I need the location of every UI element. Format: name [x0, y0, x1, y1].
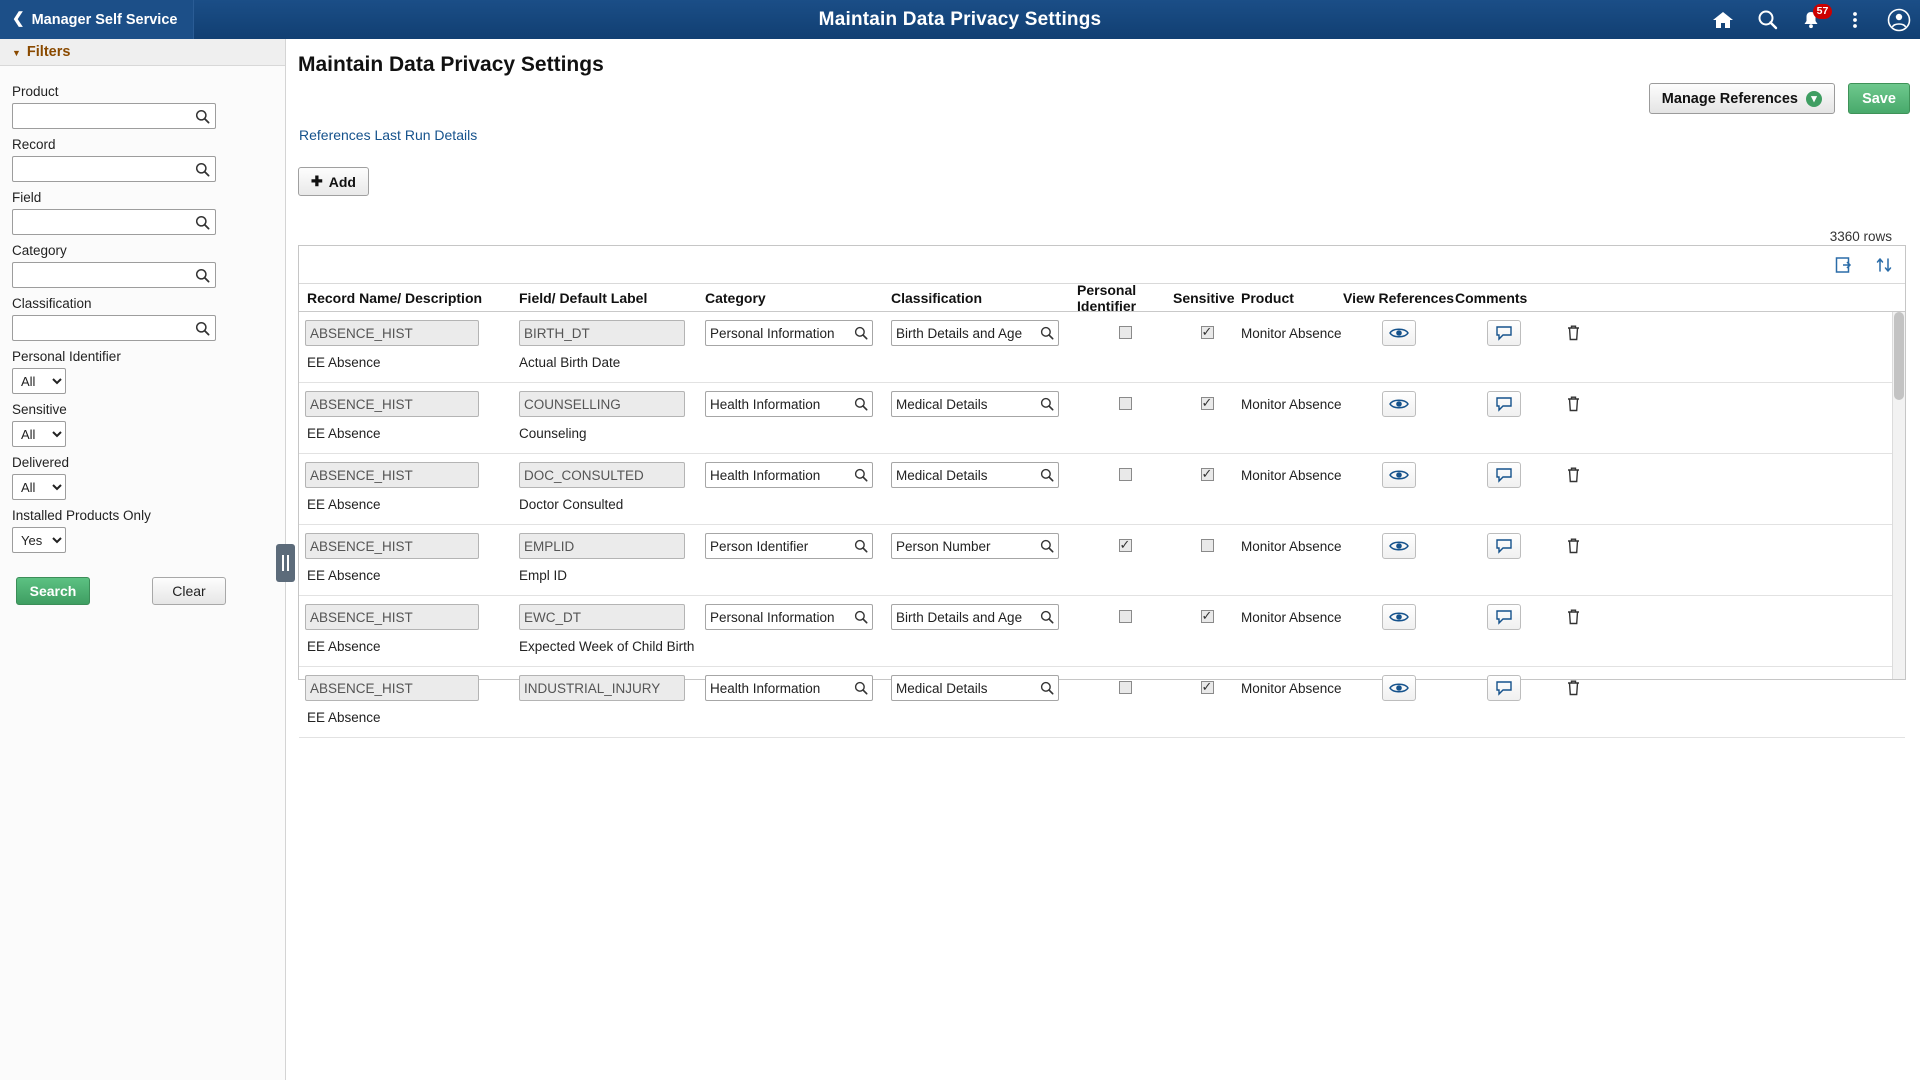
field-name-input	[519, 462, 685, 488]
view-references-eye-icon[interactable]	[1382, 391, 1416, 417]
table-row	[299, 596, 1905, 667]
category-lookup-icon[interactable]	[852, 324, 870, 342]
more-actions-icon[interactable]	[1842, 7, 1868, 33]
category-lookup[interactable]	[705, 320, 873, 346]
table-row	[299, 312, 1905, 383]
classification-lookup-icon[interactable]	[193, 319, 211, 337]
comments-cell	[1455, 604, 1553, 630]
category-filter-field[interactable]	[12, 262, 216, 288]
view-references-eye-icon[interactable]	[1382, 320, 1416, 346]
grid-scrollbar-thumb[interactable]	[1894, 312, 1904, 400]
category-input[interactable]	[705, 675, 873, 701]
profile-icon[interactable]	[1886, 7, 1912, 33]
field-filter-field[interactable]	[12, 209, 216, 235]
classification-lookup-icon[interactable]	[1038, 608, 1056, 626]
field-name-cell	[519, 533, 705, 559]
classification-input[interactable]	[891, 320, 1059, 346]
table-row-descriptions	[305, 567, 1905, 583]
classification-filter-label: Classification	[12, 296, 92, 311]
classification-lookup-icon[interactable]	[1038, 324, 1056, 342]
field-name-cell	[519, 604, 705, 630]
product-cell: Monitor Absence	[1241, 538, 1342, 554]
delete-row-trash-icon[interactable]	[1562, 533, 1584, 557]
record-name-input	[305, 391, 479, 417]
record-filter-field[interactable]	[12, 156, 216, 182]
classification-cell	[891, 391, 1077, 417]
personal-identifier-cell	[1077, 679, 1173, 697]
column-header-classification[interactable]: Classification	[891, 289, 983, 306]
category-lookup[interactable]	[705, 391, 873, 417]
sensitive-checkbox[interactable]	[1201, 397, 1214, 410]
classification-lookup[interactable]	[891, 320, 1059, 346]
grid-header-row	[299, 281, 1905, 314]
personal-identifier-cell	[1077, 608, 1173, 626]
personal-identifier-checkbox[interactable]	[1119, 681, 1132, 694]
comments-cell	[1455, 462, 1553, 488]
table-row-controls	[305, 525, 1905, 567]
table-row-descriptions	[305, 425, 1905, 441]
field-name-input	[519, 675, 685, 701]
classification-lookup[interactable]	[891, 462, 1059, 488]
classification-filter-input[interactable]	[13, 316, 215, 340]
view-references-cell	[1343, 604, 1455, 630]
record-name-cell	[305, 533, 519, 559]
table-row-descriptions	[305, 496, 1905, 512]
product-filter-input[interactable]	[13, 104, 215, 128]
sensitive-cell	[1173, 537, 1241, 555]
chevron-left-icon: ❮	[12, 10, 25, 27]
record-name-cell	[305, 320, 519, 346]
category-lookup-icon[interactable]	[852, 679, 870, 697]
record-description: EE Absence	[307, 568, 381, 583]
field-name-cell	[519, 391, 705, 417]
category-cell	[705, 675, 891, 701]
view-references-cell	[1343, 320, 1455, 346]
content-area	[0, 39, 1920, 1080]
comment-bubble-icon[interactable]	[1487, 675, 1521, 701]
record-name-cell	[305, 604, 519, 630]
category-lookup[interactable]	[705, 533, 873, 559]
classification-lookup[interactable]	[891, 533, 1059, 559]
installed-products-only-filter-label: Installed Products Only	[12, 508, 151, 523]
product-filter-field[interactable]	[12, 103, 216, 129]
home-icon[interactable]	[1710, 7, 1736, 33]
table-row-controls	[305, 383, 1905, 425]
category-lookup[interactable]	[705, 604, 873, 630]
field-default-label: Counseling	[519, 426, 587, 441]
classification-lookup[interactable]	[891, 604, 1059, 630]
view-references-cell	[1343, 391, 1455, 417]
filters-title: Filters	[26, 44, 71, 60]
field-name-input	[519, 391, 685, 417]
classification-filter-field[interactable]	[12, 315, 216, 341]
sensitive-cell	[1173, 395, 1241, 413]
filters-sidebar	[0, 39, 286, 1080]
record-description: EE Absence	[307, 497, 381, 512]
save-button[interactable]: Save	[1848, 83, 1910, 114]
comments-cell	[1455, 391, 1553, 417]
personal-identifier-filter-select[interactable]	[12, 368, 66, 394]
table-row-descriptions	[305, 638, 1905, 654]
filters-body	[0, 66, 285, 605]
field-lookup-icon[interactable]	[193, 213, 211, 231]
table-row	[299, 454, 1905, 525]
delete-row-trash-icon[interactable]	[1562, 462, 1584, 486]
sensitive-filter-label: Sensitive	[12, 402, 67, 417]
table-row-controls	[305, 667, 1905, 709]
category-cell	[705, 604, 891, 630]
category-input[interactable]	[705, 391, 873, 417]
category-lookup[interactable]	[705, 675, 873, 701]
view-references-eye-icon[interactable]	[1382, 675, 1416, 701]
back-button-label: Manager Self Service	[31, 11, 178, 28]
manage-references-label: Manage References	[1661, 90, 1798, 107]
filter-buttons	[12, 577, 273, 605]
delete-cell	[1553, 320, 1593, 346]
column-header-personal-identifier[interactable]: Personal Identifier	[1077, 281, 1137, 314]
category-input[interactable]	[705, 604, 873, 630]
add-button-label: Add	[328, 173, 356, 190]
classification-cell	[891, 462, 1077, 488]
classification-cell	[891, 533, 1077, 559]
delete-row-trash-icon[interactable]	[1562, 391, 1584, 415]
record-description: EE Absence	[307, 426, 381, 441]
table-row-descriptions	[305, 354, 1905, 370]
category-input[interactable]	[705, 320, 873, 346]
delete-cell	[1553, 675, 1593, 701]
sensitive-checkbox[interactable]	[1201, 539, 1214, 552]
view-references-cell	[1343, 675, 1455, 701]
comments-cell	[1455, 533, 1553, 559]
view-references-cell	[1343, 462, 1455, 488]
record-name-input	[305, 320, 479, 346]
classification-input[interactable]	[891, 675, 1059, 701]
sensitive-cell	[1173, 608, 1241, 626]
personal-identifier-cell	[1077, 537, 1173, 555]
notification-count-badge: 57	[1813, 4, 1832, 19]
chevron-down-icon: ▼	[12, 48, 21, 58]
delete-row-trash-icon[interactable]	[1562, 320, 1584, 344]
product-cell: Monitor Absence	[1241, 325, 1342, 341]
record-name-input	[305, 675, 479, 701]
field-default-label: Expected Week of Child Birth	[519, 639, 695, 654]
main-panel	[286, 39, 1920, 1080]
field-default-label: Empl ID	[519, 568, 568, 583]
comment-bubble-icon[interactable]	[1487, 604, 1521, 630]
personal-identifier-checkbox[interactable]	[1119, 397, 1132, 410]
classification-input[interactable]	[891, 533, 1059, 559]
record-description: EE Absence	[307, 639, 381, 654]
delete-cell	[1553, 533, 1593, 559]
field-filter-label: Field	[12, 190, 42, 205]
installed-products-only-filter-select[interactable]	[12, 527, 66, 553]
classification-input[interactable]	[891, 604, 1059, 630]
category-filter-input[interactable]	[13, 263, 215, 287]
column-header-product[interactable]: Product	[1241, 289, 1294, 306]
search-icon[interactable]	[1754, 7, 1780, 33]
comments-cell	[1455, 675, 1553, 701]
delete-cell	[1553, 391, 1593, 417]
classification-cell	[891, 604, 1077, 630]
references-last-run-details-link[interactable]: References Last Run Details	[299, 127, 478, 143]
classification-cell	[891, 675, 1077, 701]
category-lookup-icon[interactable]	[193, 266, 211, 284]
sensitive-cell	[1173, 324, 1241, 342]
table-row-controls	[305, 596, 1905, 638]
sensitive-checkbox[interactable]	[1201, 681, 1214, 694]
sensitive-checkbox[interactable]	[1201, 326, 1214, 339]
column-header-category[interactable]: Category	[705, 289, 766, 306]
top-navigation-bar	[0, 0, 1920, 39]
table-row-controls	[305, 312, 1905, 354]
category-cell	[705, 462, 891, 488]
sensitive-cell	[1173, 679, 1241, 697]
export-to-excel-icon[interactable]	[1833, 254, 1855, 276]
record-name-cell	[305, 675, 519, 701]
filters-section-header[interactable]	[0, 39, 285, 66]
record-name-input	[305, 462, 479, 488]
field-filter-input[interactable]	[13, 210, 215, 234]
plus-icon: ✚	[311, 173, 323, 189]
record-description: EE Absence	[307, 710, 381, 725]
personal-identifier-cell	[1077, 324, 1173, 342]
classification-lookup-icon[interactable]	[1038, 395, 1056, 413]
delete-cell	[1553, 462, 1593, 488]
comment-bubble-icon[interactable]	[1487, 533, 1521, 559]
field-default-label: Doctor Consulted	[519, 497, 624, 512]
column-header-record-name[interactable]: Record Name/ Description	[307, 289, 483, 306]
category-input[interactable]	[705, 533, 873, 559]
product-lookup-icon[interactable]	[193, 107, 211, 125]
field-name-cell	[519, 675, 705, 701]
page-title-header: Maintain Data Privacy Settings	[818, 8, 1102, 30]
search-button[interactable]: Search	[16, 577, 90, 605]
classification-lookup[interactable]	[891, 675, 1059, 701]
category-cell	[705, 533, 891, 559]
personal-identifier-cell	[1077, 395, 1173, 413]
table-row	[299, 383, 1905, 454]
comment-bubble-icon[interactable]	[1487, 320, 1521, 346]
grabber-bar-left	[282, 555, 284, 571]
column-header-field-label[interactable]: Field/ Default Label	[519, 289, 648, 306]
grid-body	[299, 312, 1905, 725]
sensitive-filter-select[interactable]	[12, 421, 66, 447]
category-lookup-icon[interactable]	[852, 537, 870, 555]
column-header-comments[interactable]: Comments	[1455, 289, 1528, 306]
category-input[interactable]	[705, 462, 873, 488]
notification-bell-icon[interactable]	[1798, 4, 1829, 33]
product-cell: Monitor Absence	[1241, 680, 1342, 696]
product-cell: Monitor Absence	[1241, 396, 1342, 412]
field-name-input	[519, 604, 685, 630]
sensitive-checkbox[interactable]	[1201, 468, 1214, 481]
personal-identifier-checkbox[interactable]	[1119, 468, 1132, 481]
classification-lookup-icon[interactable]	[1038, 679, 1056, 697]
delivered-filter-label: Delivered	[12, 455, 70, 470]
sort-icon[interactable]	[1873, 254, 1895, 276]
record-filter-input[interactable]	[13, 157, 215, 181]
record-description: EE Absence	[307, 355, 381, 370]
record-name-input	[305, 533, 479, 559]
record-name-input	[305, 604, 479, 630]
personal-identifier-checkbox[interactable]	[1119, 326, 1132, 339]
back-to-manager-self-service-button[interactable]	[0, 0, 194, 39]
column-header-view-references[interactable]: View References	[1343, 289, 1455, 306]
field-name-cell	[519, 320, 705, 346]
record-name-cell	[305, 462, 519, 488]
classification-input[interactable]	[891, 391, 1059, 417]
record-filter-label: Record	[12, 137, 56, 152]
grabber-bar-right	[287, 555, 289, 571]
sensitive-checkbox[interactable]	[1201, 610, 1214, 623]
field-default-label: Actual Birth Date	[519, 355, 621, 370]
grid-toolbar	[299, 246, 1905, 284]
delete-row-trash-icon[interactable]	[1562, 675, 1584, 699]
row-count-label: 3360 rows	[1829, 229, 1892, 244]
classification-lookup[interactable]	[891, 391, 1059, 417]
classification-input[interactable]	[891, 462, 1059, 488]
category-filter-label: Category	[12, 243, 67, 258]
add-button[interactable]	[298, 167, 369, 196]
data-privacy-grid	[298, 245, 1906, 725]
classification-lookup-icon[interactable]	[1038, 537, 1056, 555]
field-name-input	[519, 320, 685, 346]
delete-cell	[1553, 604, 1593, 630]
category-lookup-icon[interactable]	[852, 608, 870, 626]
chevron-down-icon: ▾	[1806, 91, 1822, 107]
clear-button[interactable]: Clear	[152, 577, 226, 605]
grid-vertical-scrollbar[interactable]	[1892, 312, 1905, 679]
category-lookup[interactable]	[705, 462, 873, 488]
personal-identifier-checkbox[interactable]	[1119, 539, 1132, 552]
category-cell	[705, 320, 891, 346]
comment-bubble-icon[interactable]	[1487, 462, 1521, 488]
view-references-eye-icon[interactable]	[1382, 533, 1416, 559]
category-lookup-icon[interactable]	[852, 395, 870, 413]
category-cell	[705, 391, 891, 417]
view-references-cell	[1343, 533, 1455, 559]
comment-bubble-icon[interactable]	[1487, 391, 1521, 417]
record-lookup-icon[interactable]	[193, 160, 211, 178]
field-name-cell	[519, 462, 705, 488]
table-row-controls	[305, 454, 1905, 496]
manage-references-button[interactable]	[1649, 83, 1835, 114]
product-cell: Monitor Absence	[1241, 609, 1342, 625]
record-name-cell	[305, 391, 519, 417]
sensitive-cell	[1173, 466, 1241, 484]
sidebar-resize-handle[interactable]	[276, 544, 295, 582]
classification-lookup-icon[interactable]	[1038, 466, 1056, 484]
table-row	[299, 525, 1905, 596]
top-bar-actions	[1710, 0, 1912, 39]
personal-identifier-filter-label: Personal Identifier	[12, 349, 121, 364]
table-row-descriptions	[305, 709, 1905, 725]
view-references-eye-icon[interactable]	[1382, 604, 1416, 630]
column-header-sensitive[interactable]: Sensitive	[1173, 289, 1235, 306]
delete-row-trash-icon[interactable]	[1562, 604, 1584, 628]
field-name-input	[519, 533, 685, 559]
view-references-eye-icon[interactable]	[1382, 462, 1416, 488]
comments-cell	[1455, 320, 1553, 346]
personal-identifier-checkbox[interactable]	[1119, 610, 1132, 623]
product-cell: Monitor Absence	[1241, 467, 1342, 483]
table-row	[299, 667, 1905, 738]
delivered-filter-select[interactable]	[12, 474, 66, 500]
classification-cell	[891, 320, 1077, 346]
page-title: Maintain Data Privacy Settings	[298, 53, 604, 76]
personal-identifier-cell	[1077, 466, 1173, 484]
category-lookup-icon[interactable]	[852, 466, 870, 484]
product-filter-label: Product	[12, 84, 59, 99]
